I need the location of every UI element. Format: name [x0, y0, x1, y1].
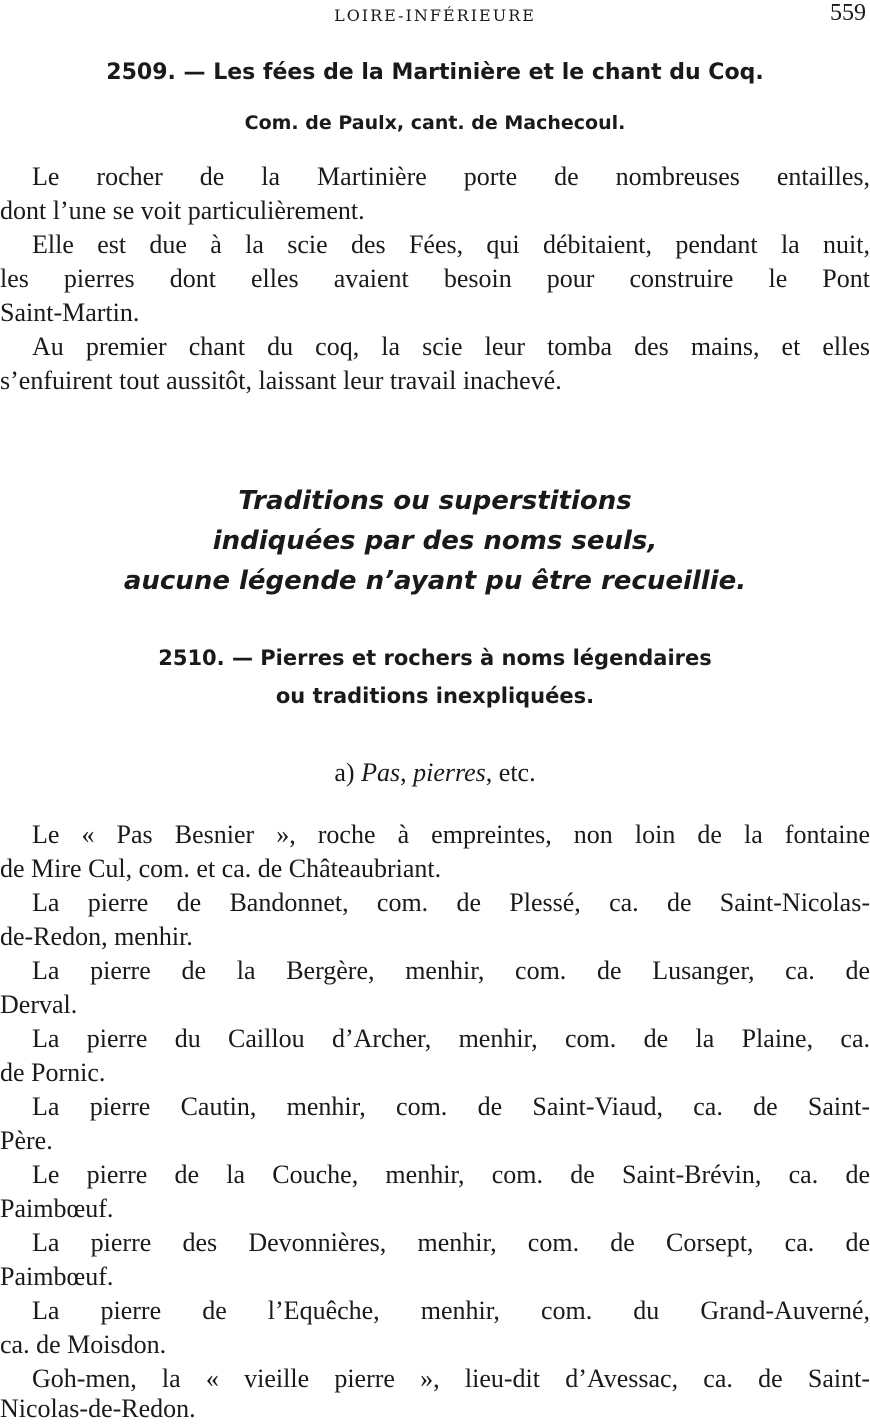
entry-2510-line: Goh-men, la « vieille pierre », lieu-dit d’Avessac, ca. de Saint-	[32, 1364, 870, 1393]
entry-2509-line: Au premier chant du coq, la scie leur tomba des mains, et elles	[32, 332, 870, 361]
entry-2509-line: s’enfuirent tout aussitôt, laissant leur travail inachevé.	[0, 366, 562, 395]
entry-2510-line: La pierre des Devonnières, menhir, com. de Corsept, ca. de	[32, 1228, 870, 1257]
entry-2510-line: Nicolas-de-Redon.	[0, 1394, 196, 1423]
entry-2509-line: dont l’une se voit particulièrement.	[0, 196, 365, 225]
entry-2510-line: Paimbœuf.	[0, 1194, 114, 1223]
subsection-suffix: , etc.	[485, 758, 536, 787]
subsection-term-pierres: pierres	[413, 758, 486, 787]
entry-2510-line: La pierre Cautin, menhir, com. de Saint-Viaud, ca. de Saint-	[32, 1092, 870, 1121]
entry-2510-line: Paimbœuf.	[0, 1262, 114, 1291]
entry-2509-subtitle: Com. de Paulx, cant. de Machecoul.	[244, 112, 626, 134]
entry-2510-line: La pierre de Bandonnet, com. de Plessé, ca. de Saint-Nicolas-	[32, 888, 870, 917]
subsection-heading	[0, 758, 870, 788]
entry-2509-line: Saint-Martin.	[0, 298, 140, 327]
entry-2510-title: 2510. — Pierres et rochers à noms légendaires	[158, 646, 712, 670]
subsection-separator: ,	[400, 758, 407, 787]
subsection-prefix: a)	[334, 758, 355, 787]
entry-2510-line: de Pornic.	[0, 1058, 106, 1087]
running-title: LOIRE-INFÉRIEURE	[334, 6, 536, 25]
page-number: 559	[830, 0, 866, 26]
entry-2509-line: Elle est due à la scie des Fées, qui débitaient, pendant la nuit,	[32, 230, 870, 259]
section-title-line: Traditions ou superstitions	[238, 486, 632, 516]
entry-2510-title-continued: ou traditions inexpliquées.	[275, 684, 595, 708]
entry-2510-line: de-Redon, menhir.	[0, 922, 193, 951]
entry-2509-title: 2509. — Les fées de la Martinière et le chant du Coq.	[106, 60, 764, 85]
entry-2510-line: Derval.	[0, 990, 78, 1019]
entry-2510-line: ca. de Moisdon.	[0, 1330, 167, 1359]
entry-2510-line: La pierre de l’Equêche, menhir, com. du Grand-Auverné,	[32, 1296, 870, 1325]
section-title-line: aucune légende n’ayant pu être recueillie.	[123, 566, 747, 596]
entry-2509-line: Le rocher de la Martinière porte de nombreuses entailles,	[32, 162, 870, 191]
subsection-term-pas: Pas	[361, 758, 401, 787]
section-title-line: indiquées par des noms seuls,	[212, 526, 658, 556]
entry-2510-line: La pierre du Caillou d’Archer, menhir, com. de la Plaine, ca.	[32, 1024, 870, 1053]
entry-2510-line: Le « Pas Besnier », roche à empreintes, non loin de la fontaine	[32, 820, 870, 849]
entry-2510-line: Père.	[0, 1126, 53, 1155]
running-head	[0, 0, 870, 30]
entry-2510-line: de Mire Cul, com. et ca. de Châteaubriant.	[0, 854, 442, 883]
entry-2510-line: La pierre de la Bergère, menhir, com. de Lusanger, ca. de	[32, 956, 870, 985]
entry-2510-line: Le pierre de la Couche, menhir, com. de Saint-Brévin, ca. de	[32, 1160, 870, 1189]
entry-2509-line: les pierres dont elles avaient besoin pour construire le Pont	[0, 264, 870, 293]
